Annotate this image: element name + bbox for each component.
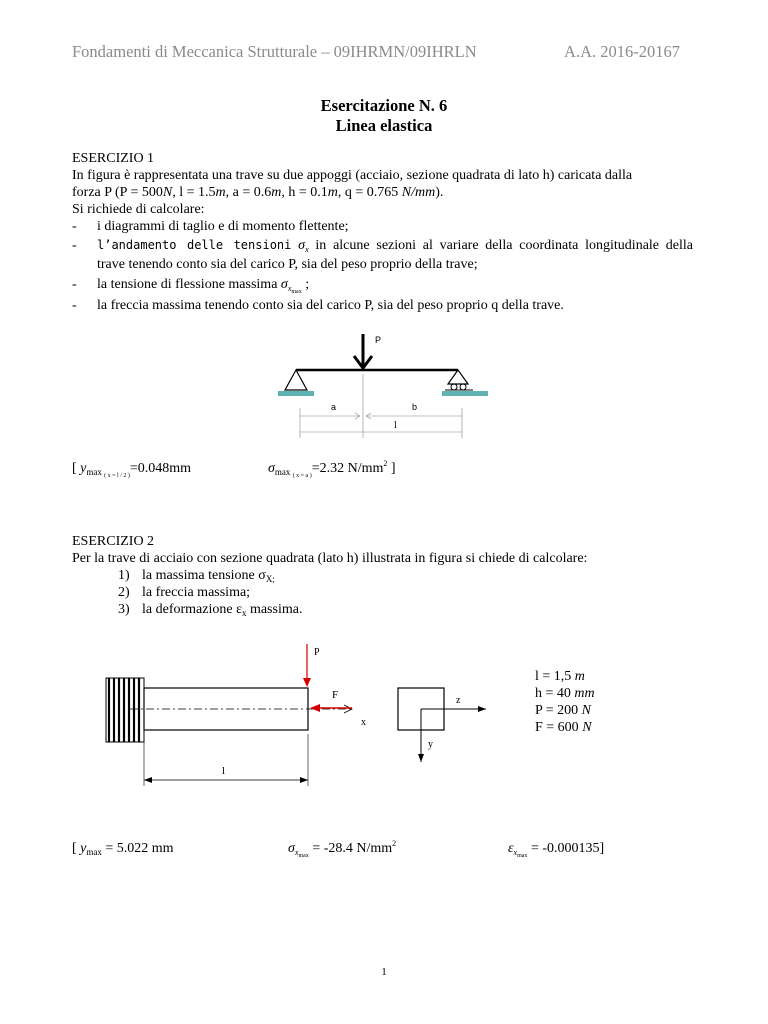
course-title: Fondamenti di Meccanica Strutturale – 09IHRMN/09IHRLN: [72, 42, 477, 61]
given-h: h = 40 mm: [535, 686, 595, 701]
given-F: F = 600 N: [535, 720, 592, 735]
load-P-label: P: [314, 647, 320, 658]
fixed-wall: [106, 678, 144, 742]
ex1-intro-line2: forza P (P = 500N, l = 1.5m, a = 0.6m, h = 0.1m, q = 0.765 N/mm).: [72, 185, 444, 200]
ex2-result-epsilon: $\varepsilon_{x_{max}} = -0.000135$]: [508, 841, 605, 859]
given-l: l = 1,5 m: [535, 669, 585, 684]
dim-a-label: a: [331, 402, 337, 412]
load-label: P: [375, 335, 382, 345]
ex2-item-1: 1) la massima tensione $\sigma_{X;}$: [118, 568, 275, 584]
academic-year: A.A. 2016-20167: [564, 42, 680, 61]
ex2-heading: ESERCIZIO 2: [72, 534, 155, 549]
ex2-cantilever-figure: [100, 640, 500, 790]
ex1-beam-figure: [270, 330, 500, 440]
exercise-title: Esercitazione N. 6: [320, 96, 448, 115]
ex2-result-y: [ $y_{max} = 5.022$ mm: [72, 841, 174, 857]
axis-x-label: x: [361, 717, 366, 728]
dim-l-label: l: [394, 420, 397, 431]
load-F-label: F: [332, 689, 339, 701]
ex2-intro: Per la trave di acciaio con sezione quadrata (lato h) illustrata in figura si chiede di calcolare:: [72, 551, 588, 566]
dim-b-label: b: [412, 402, 418, 412]
given-data: [535, 668, 595, 736]
pin-support: [285, 370, 307, 390]
ex2-item-3: 3) la deformazione $\varepsilon_x$ massima.: [118, 602, 303, 618]
page-number: 1: [381, 966, 387, 978]
ex2-item-2: 2) la freccia massima;: [118, 585, 251, 600]
ex1-ask: Si richiede di calcolare:: [72, 202, 205, 217]
dim-l-label: l: [222, 765, 226, 777]
given-P: P = 200 N: [535, 703, 592, 718]
axis-z-label: z: [456, 695, 461, 706]
ex1-intro-line1: In figura è rappresentata una trave su due appoggi (acciaio, sezione quadrata di lato h) caricata dalla: [72, 168, 633, 183]
roller-support: [448, 370, 468, 384]
page-header: [72, 42, 680, 62]
exercise-subtitle: Linea elastica: [335, 116, 433, 135]
ex1-result-sigma: $\sigma_{max _{( x = a )}}=2.32$ $N/mm^2$ ]: [268, 459, 396, 479]
axis-y-label: y: [428, 739, 433, 750]
ex1-heading: ESERCIZIO 1: [72, 151, 155, 166]
ex2-result-sigma: $\sigma_{x_{max}} = -28.4$ $N/mm^2$: [288, 839, 397, 859]
ex1-result: [ $y_{max _{( x = l / 2 )}}=0.048mm$: [72, 461, 192, 479]
